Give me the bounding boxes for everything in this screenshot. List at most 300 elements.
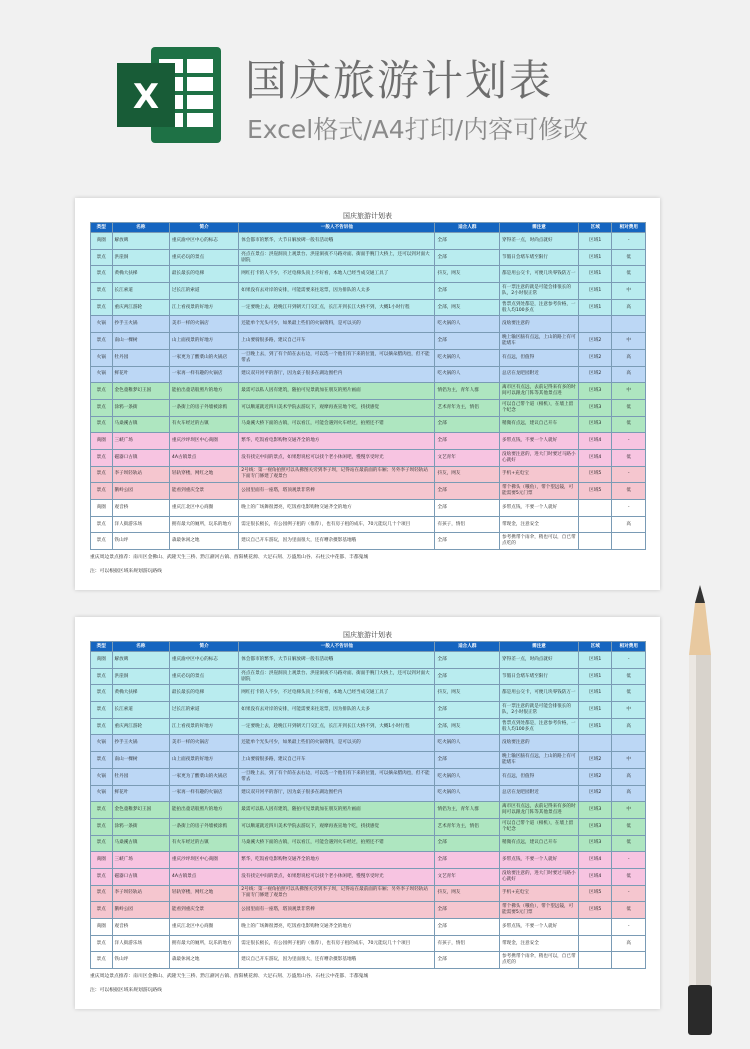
cell-type: 商圈 bbox=[91, 433, 113, 450]
cell-cost: 低 bbox=[612, 266, 646, 283]
route-note: 注：可以根据区域来规划游玩路线 bbox=[90, 569, 162, 574]
nearby-recommend-note: 重庆周边景点推荐：南川区金佛山、武隆天生三桥、黔江濯河古镇、酉阳桃花源、大足石刻、万盛黑山谷、石柱云中花都、丰都鬼城 bbox=[90, 974, 369, 979]
cell-intro: 重庆江北区中心商圈 bbox=[169, 500, 238, 517]
cell-intro: 轻轨穿楼，网红之地 bbox=[169, 885, 238, 902]
cell-crowd: 全部 bbox=[435, 249, 500, 266]
cell-note: 带现金，注意安全 bbox=[500, 516, 579, 533]
cell-cost: 低 bbox=[612, 483, 646, 500]
table-row bbox=[91, 718, 646, 735]
cell-area: 区域5 bbox=[578, 483, 611, 500]
cell-area: 区域1 bbox=[578, 652, 611, 669]
cell-type: 景点 bbox=[91, 952, 113, 969]
cell-area: 区域5 bbox=[578, 885, 611, 902]
cell-type: 景点 bbox=[91, 483, 113, 500]
cell-type: 景点 bbox=[91, 399, 113, 416]
cell-area: 区域1 bbox=[578, 685, 611, 702]
cell-name: 李子坝轻轨站 bbox=[112, 885, 169, 902]
cell-cost: - bbox=[612, 433, 646, 450]
cell-tip: 公园里面有一座塔，塔顶观景非常棒 bbox=[239, 483, 435, 500]
cell-name: 磁器口古镇 bbox=[112, 449, 169, 466]
cell-note: 总店在龙吧园附近 bbox=[500, 366, 579, 383]
cell-note: 晚上输区脑有点远，上山的路上有可能堵车 bbox=[500, 333, 579, 350]
cell-crowd: 情侣为主，青年人群 bbox=[435, 383, 500, 400]
cell-tip: 2号线：第一视角拍照可以从佛图关旁到李子坝，记得站在最前面的车厢；另外李子坝轻轨站下面专门修建了观景台 bbox=[239, 885, 435, 902]
cell-crowd: 全部 bbox=[435, 752, 500, 769]
column-header: 名称 bbox=[112, 223, 169, 233]
cell-note: 多带点钱，不要一个人就好 bbox=[500, 433, 579, 450]
cell-crowd: 文艺青年 bbox=[435, 449, 500, 466]
page-title: 国庆旅游计划表 bbox=[245, 56, 554, 105]
cell-type: 火锅 bbox=[91, 735, 113, 752]
cell-intro: 一家再一样有趣的火锅店 bbox=[169, 785, 238, 802]
column-header: 需注意 bbox=[500, 642, 579, 652]
cell-intro: 山上面夜景的好地方 bbox=[169, 752, 238, 769]
cell-cost bbox=[612, 533, 646, 550]
cell-area: 区域2 bbox=[578, 785, 611, 802]
cell-type: 火锅 bbox=[91, 316, 113, 333]
cell-name: 南山一棵树 bbox=[112, 333, 169, 350]
cell-crowd: 吃火锅的人 bbox=[435, 785, 500, 802]
cell-note: 都是用公交卡，可便几块零钱防万一 bbox=[500, 266, 579, 283]
cell-type: 景点 bbox=[91, 283, 113, 300]
table-row bbox=[91, 266, 646, 283]
cell-area: 区域5 bbox=[578, 466, 611, 483]
cell-note: 有一票注意的就是可能会排很长的队，2小时很正常 bbox=[500, 283, 579, 300]
cell-name: 黄桷大扶梯 bbox=[112, 266, 169, 283]
cell-tip: 体会都市的繁华，大节日解放碑一般有活动哦 bbox=[239, 652, 435, 669]
cell-tip: 建议自己开车游玩，因为里面很大，还有嘈杂摄影基地哦 bbox=[239, 533, 435, 550]
cell-area: 区域4 bbox=[578, 852, 611, 869]
cell-crowd: 全部 bbox=[435, 835, 500, 852]
cell-tip: 还能单个光头可少，如果最上些们的火锅资料，是可以买的 bbox=[239, 316, 435, 333]
cell-cost: 低 bbox=[612, 685, 646, 702]
cell-cost: - bbox=[612, 919, 646, 936]
cell-area: 区域3 bbox=[578, 802, 611, 819]
cell-note: 有一票注意的就是可能会排很长的队，2小时很正常 bbox=[500, 702, 579, 719]
cell-area: 区域3 bbox=[578, 383, 611, 400]
cell-name: 涂鸦一条街 bbox=[112, 818, 169, 835]
table-row bbox=[91, 500, 646, 517]
cell-name: 长江索道 bbox=[112, 702, 169, 719]
cell-type: 景点 bbox=[91, 533, 113, 550]
cell-cost: 高 bbox=[612, 785, 646, 802]
cell-area: 区域1 bbox=[578, 299, 611, 316]
cell-intro: 能看到重庆全景 bbox=[169, 902, 238, 919]
cell-name: 磁器口古镇 bbox=[112, 868, 169, 885]
cell-intro: 最长最长的电梯 bbox=[169, 685, 238, 702]
cell-cost: 中 bbox=[612, 752, 646, 769]
pencil-icon bbox=[683, 585, 717, 1035]
table-row bbox=[91, 283, 646, 300]
cell-area: 区域1 bbox=[578, 266, 611, 283]
cell-name: 鹅岭公园 bbox=[112, 483, 169, 500]
cell-cost: 中 bbox=[612, 383, 646, 400]
cell-name: 铁山坪 bbox=[112, 952, 169, 969]
cell-area: 区域2 bbox=[578, 349, 611, 366]
column-header: 名称 bbox=[112, 642, 169, 652]
cell-cost: 低 bbox=[612, 416, 646, 433]
cell-cost: 高 bbox=[612, 718, 646, 735]
column-header: 相对费用 bbox=[612, 223, 646, 233]
cell-area bbox=[578, 935, 611, 952]
cell-crowd: 全部 bbox=[435, 233, 500, 250]
column-header: 简介 bbox=[169, 642, 238, 652]
cell-type: 景点 bbox=[91, 935, 113, 952]
cell-name: 洪崖洞 bbox=[112, 249, 169, 266]
cell-tip: 繁华，吃饭看电影购物交通齐全的地方 bbox=[239, 852, 435, 869]
cell-area bbox=[578, 533, 611, 550]
cell-note: 没啥要注意的 bbox=[500, 735, 579, 752]
table-row bbox=[91, 735, 646, 752]
cell-area: 区域4 bbox=[578, 433, 611, 450]
cell-type: 景点 bbox=[91, 299, 113, 316]
cell-tip: 公园里面有一座塔，塔顶观景非常棒 bbox=[239, 902, 435, 919]
cell-crowd: 全部 bbox=[435, 652, 500, 669]
cell-intro: 4A古镇景点 bbox=[169, 868, 238, 885]
cell-area bbox=[578, 316, 611, 333]
table-row bbox=[91, 399, 646, 416]
cell-crowd: 全部 bbox=[435, 668, 500, 685]
cell-crowd: 全部 bbox=[435, 500, 500, 517]
cell-note: 售票点到处都是，注意参考价格，一般人均100多点 bbox=[500, 718, 579, 735]
cell-note: 参考携带个雨伞，稍也可以，自已带点吃的 bbox=[500, 952, 579, 969]
cell-intro: 拥有最大的厕所，玩乐的地方 bbox=[169, 935, 238, 952]
cell-tip: 一定要晚上去，趁晚江开到朝天门交汇点，长江开到长江大桥不到，大概1小时行程 bbox=[239, 718, 435, 735]
column-header: 区域 bbox=[578, 223, 611, 233]
table-row bbox=[91, 366, 646, 383]
column-header: 简介 bbox=[169, 223, 238, 233]
cell-cost: 中 bbox=[612, 333, 646, 350]
cell-intro: 一家再一样有趣的火锅店 bbox=[169, 366, 238, 383]
cell-area: 区域5 bbox=[578, 902, 611, 919]
column-header: 适合人群 bbox=[435, 223, 500, 233]
cell-area: 区域4 bbox=[578, 449, 611, 466]
cell-type: 商圈 bbox=[91, 652, 113, 669]
cell-name: 三峡广场 bbox=[112, 433, 169, 450]
cell-crowd: 全部，网友 bbox=[435, 299, 500, 316]
cell-cost: 高 bbox=[612, 768, 646, 785]
cell-tip: 最需可以私人因有建筑，随拍可见景就加在朋友的照片画面 bbox=[239, 383, 435, 400]
cell-cost: 低 bbox=[612, 449, 646, 466]
cell-name: 解放碑 bbox=[112, 233, 169, 250]
cell-name: 抄手王火锅 bbox=[112, 316, 169, 333]
cell-area bbox=[578, 952, 611, 969]
table-row bbox=[91, 299, 646, 316]
cell-intro: 一条街上的房子外墙被涂鸦 bbox=[169, 399, 238, 416]
cell-crowd: 抖友，网友 bbox=[435, 466, 500, 483]
cell-area: 区域3 bbox=[578, 399, 611, 416]
cell-intro: 一家更为了酸菜山的火锅店 bbox=[169, 768, 238, 785]
table-row bbox=[91, 449, 646, 466]
cell-crowd: 全部 bbox=[435, 702, 500, 719]
cell-note: 手机+充电宝 bbox=[500, 466, 579, 483]
cell-area bbox=[578, 735, 611, 752]
cell-crowd: 全部 bbox=[435, 533, 500, 550]
cell-name: 黄桷大扶梯 bbox=[112, 685, 169, 702]
cell-area: 区域1 bbox=[578, 702, 611, 719]
cell-intro: 4A古镇景点 bbox=[169, 449, 238, 466]
cell-tip: 没有找完中间的景点，如果想说松可以找个老小休闲吧，慢慢享受时光 bbox=[239, 449, 435, 466]
cell-crowd: 全部 bbox=[435, 902, 500, 919]
cell-type: 商圈 bbox=[91, 500, 113, 517]
cell-cost: - bbox=[612, 885, 646, 902]
cell-name: 铁山坪 bbox=[112, 533, 169, 550]
cell-tip: 建议双开河平的客厅，因为桌子很多在湖边围栏内 bbox=[239, 366, 435, 383]
cell-area: 区域2 bbox=[578, 333, 611, 350]
cell-type: 景点 bbox=[91, 718, 113, 735]
cell-name: 长江索道 bbox=[112, 283, 169, 300]
cell-intro: 一家更为了酸菜山的火锅店 bbox=[169, 349, 238, 366]
cell-intro: 过长江的索道 bbox=[169, 283, 238, 300]
cell-intro: 能看到重庆全景 bbox=[169, 483, 238, 500]
cell-name: 李子坝轻轨站 bbox=[112, 466, 169, 483]
cell-cost: 低 bbox=[612, 868, 646, 885]
cell-area: 区域3 bbox=[578, 818, 611, 835]
cell-area bbox=[578, 500, 611, 517]
cell-crowd: 全部 bbox=[435, 483, 500, 500]
table-row bbox=[91, 768, 646, 785]
cell-note: 带个佛头（哦鱼），带个望远镜，可能需要5元门票 bbox=[500, 483, 579, 500]
column-header: 相对费用 bbox=[612, 642, 646, 652]
cell-cost: 高 bbox=[612, 299, 646, 316]
cell-type: 景点 bbox=[91, 668, 113, 685]
cell-crowd: 有孩子，情侣 bbox=[435, 516, 500, 533]
cell-cost: - bbox=[612, 500, 646, 517]
cell-type: 景点 bbox=[91, 516, 113, 533]
cell-note: 节假日会堵车堵至限行 bbox=[500, 668, 579, 685]
table-row bbox=[91, 249, 646, 266]
cell-note: 有点远，但值得 bbox=[500, 768, 579, 785]
cell-tip: 建议双开河平的客厅，因为桌子很多在湖边围栏内 bbox=[239, 785, 435, 802]
cell-intro: 重庆沙坪坝区中心商圈 bbox=[169, 433, 238, 450]
cell-cost: - bbox=[612, 233, 646, 250]
cell-intro: 拥有最大的厕所，玩乐的地方 bbox=[169, 516, 238, 533]
cell-type: 火锅 bbox=[91, 768, 113, 785]
cell-type: 火锅 bbox=[91, 366, 113, 383]
cell-intro: 最长最长的电梯 bbox=[169, 266, 238, 283]
table-row bbox=[91, 935, 646, 952]
table-row bbox=[91, 533, 646, 550]
cell-cost: 低 bbox=[612, 668, 646, 685]
cell-crowd: 全部 bbox=[435, 852, 500, 869]
cell-name: 牡丹园 bbox=[112, 768, 169, 785]
cell-name: 重庆两江游轮 bbox=[112, 718, 169, 735]
cell-tip: 如果没有去对岸的安排，可能需要来往返票，因为排队的人太多 bbox=[239, 283, 435, 300]
cell-cost bbox=[612, 735, 646, 752]
cell-crowd: 抖友，网友 bbox=[435, 685, 500, 702]
cell-name: 南山一棵树 bbox=[112, 752, 169, 769]
cell-intro: 森最休闲之地 bbox=[169, 533, 238, 550]
cell-cost: 高 bbox=[612, 935, 646, 952]
cell-tip: 一旦晚上去，到了有个荫在去右边，可以选一个他们有下来的位置，可以摘朵腊肉也，但不能带去 bbox=[239, 349, 435, 366]
table-row bbox=[91, 818, 646, 835]
cell-type: 景点 bbox=[91, 802, 113, 819]
cell-type: 景点 bbox=[91, 685, 113, 702]
table-row bbox=[91, 685, 646, 702]
cell-name: 金色童稚梦幻王国 bbox=[112, 802, 169, 819]
cell-type: 景点 bbox=[91, 868, 113, 885]
cell-note: 晚上输区脑有点远，上山的路上有可能堵车 bbox=[500, 752, 579, 769]
sheet-title: 国庆旅游计划表 bbox=[343, 212, 392, 220]
table-row bbox=[91, 466, 646, 483]
cell-note: 有点远，但值得 bbox=[500, 349, 579, 366]
cell-intro: 重庆沙坪坝区中心商圈 bbox=[169, 852, 238, 869]
cell-tip: 一旦晚上去，到了有个荫在去右边，可以选一个他们有下来的位置，可以摘朵腊肉也，但不能带去 bbox=[239, 768, 435, 785]
cell-crowd: 抖友，网友 bbox=[435, 266, 500, 283]
cell-tip: 亮点在景点：洪崖洞顶上观景台、洪崖洞夜不马路对面、街面手腕门大桥上，还可以到对面大剧院 bbox=[239, 249, 435, 266]
cell-area bbox=[578, 919, 611, 936]
cell-type: 景点 bbox=[91, 752, 113, 769]
cell-tip: 最需可以私人因有建筑，随拍可见景就加在朋友的照片画面 bbox=[239, 802, 435, 819]
plan-table bbox=[90, 641, 646, 969]
cell-note: 都是用公交卡，可便几块零钱防万一 bbox=[500, 685, 579, 702]
cell-crowd: 吃火锅的人 bbox=[435, 735, 500, 752]
table-row bbox=[91, 702, 646, 719]
cell-tip: 上山要骑很多路，建议自己开车 bbox=[239, 752, 435, 769]
cell-note: 节假日会堵车堵至限行 bbox=[500, 249, 579, 266]
cell-intro: 山上面夜景的好地方 bbox=[169, 333, 238, 350]
cell-name: 抄手王火锅 bbox=[112, 735, 169, 752]
table-row bbox=[91, 383, 646, 400]
cell-crowd: 文艺青年 bbox=[435, 868, 500, 885]
cell-cost: 低 bbox=[612, 399, 646, 416]
cell-intro: 森最休闲之地 bbox=[169, 952, 238, 969]
column-header: 一般人不告诉他 bbox=[239, 642, 435, 652]
cell-intro: 有火车经过的古镇 bbox=[169, 416, 238, 433]
cell-intro: 江上看夜景的好地方 bbox=[169, 718, 238, 735]
cell-cost bbox=[612, 316, 646, 333]
cell-crowd: 全部 bbox=[435, 416, 500, 433]
plan-table bbox=[90, 222, 646, 550]
cell-crowd: 艺术青年为主，情侣 bbox=[435, 399, 500, 416]
cell-note: 没啥要注意的，进大门时要过马路小心就好 bbox=[500, 449, 579, 466]
table-row bbox=[91, 885, 646, 902]
cell-crowd: 全部 bbox=[435, 952, 500, 969]
cell-note: 穿得差一点，时尚点就好 bbox=[500, 233, 579, 250]
cell-intro: 能拍出童话般照片的地方 bbox=[169, 383, 238, 400]
table-row bbox=[91, 516, 646, 533]
cell-intro: 美市一样的火锅店 bbox=[169, 316, 238, 333]
cell-tip: 体会都市的繁华，大节日解放碑一般有活动哦 bbox=[239, 233, 435, 250]
cell-type: 景点 bbox=[91, 266, 113, 283]
column-header: 适合人群 bbox=[435, 642, 500, 652]
cell-cost: - bbox=[612, 466, 646, 483]
cell-name: 解放碑 bbox=[112, 652, 169, 669]
cell-tip: 可以顺道就近四川美术学院去游玩下，观摩再查宣地个吃，找找感觉 bbox=[239, 818, 435, 835]
cell-intro: 有火车经过的古镇 bbox=[169, 835, 238, 852]
cell-tip: 2号线：第一视角拍照可以从佛图关旁到李子坝，记得站在最前面的车厢；另外李子坝轻轨站下面专门修建了观景台 bbox=[239, 466, 435, 483]
cell-name: 洋人街游乐场 bbox=[112, 516, 169, 533]
cell-tip: 还能单个光头可少，如果最上些们的火锅资料，是可以买的 bbox=[239, 735, 435, 752]
cell-area: 区域4 bbox=[578, 868, 611, 885]
cell-name: 鲜花叶 bbox=[112, 785, 169, 802]
cell-tip: 没有找完中间的景点，如果想说松可以找个老小休闲吧，慢慢享受时光 bbox=[239, 868, 435, 885]
table-row bbox=[91, 919, 646, 936]
cell-area: 区域1 bbox=[578, 668, 611, 685]
cell-name: 牡丹园 bbox=[112, 349, 169, 366]
table-row bbox=[91, 416, 646, 433]
cell-crowd: 全部 bbox=[435, 919, 500, 936]
table-row bbox=[91, 852, 646, 869]
cell-name: 重庆两江游轮 bbox=[112, 299, 169, 316]
cell-name: 观音桥 bbox=[112, 919, 169, 936]
cell-cost: 中 bbox=[612, 802, 646, 819]
column-header: 类型 bbox=[91, 642, 113, 652]
table-row bbox=[91, 233, 646, 250]
table-row bbox=[91, 802, 646, 819]
cell-tip: 马桑溪大桥下面的古镇，可以看江，可能会遇到火车经过，拍照还不错 bbox=[239, 835, 435, 852]
cell-type: 景点 bbox=[91, 835, 113, 852]
cell-note: 总店在龙吧园附近 bbox=[500, 785, 579, 802]
column-header: 需注意 bbox=[500, 223, 579, 233]
table-row bbox=[91, 483, 646, 500]
cell-tip: 亮点在景点：洪崖洞顶上观景台、洪崖洞夜不马路对面、街面手腕门大桥上，还可以到对面大剧院 bbox=[239, 668, 435, 685]
nearby-recommend-note: 重庆周边景点推荐：南川区金佛山、武隆天生三桥、黔江濯河古镇、酉阳桃花源、大足石刻、万盛黑山谷、石柱云中花都、丰都鬼城 bbox=[90, 555, 369, 560]
column-header: 一般人不告诉他 bbox=[239, 223, 435, 233]
cell-crowd: 全部 bbox=[435, 433, 500, 450]
cell-intro: 重庆江北区中心商圈 bbox=[169, 919, 238, 936]
cell-area: 区域1 bbox=[578, 283, 611, 300]
table-row bbox=[91, 902, 646, 919]
cell-crowd: 情侣为主，青年人群 bbox=[435, 802, 500, 819]
cell-type: 火锅 bbox=[91, 785, 113, 802]
cell-type: 景点 bbox=[91, 902, 113, 919]
cell-cost bbox=[612, 952, 646, 969]
cell-type: 景点 bbox=[91, 416, 113, 433]
cell-note: 稍微有点远，建议自己开车 bbox=[500, 416, 579, 433]
cell-type: 商圈 bbox=[91, 852, 113, 869]
cell-cost: 中 bbox=[612, 283, 646, 300]
cell-crowd: 全部 bbox=[435, 333, 500, 350]
cell-intro: 能拍出童话般照片的地方 bbox=[169, 802, 238, 819]
cell-cost: 低 bbox=[612, 902, 646, 919]
cell-tip: 上山要骑很多路，建议自己开车 bbox=[239, 333, 435, 350]
cell-cost: 低 bbox=[612, 818, 646, 835]
cell-name: 涂鸦一条街 bbox=[112, 399, 169, 416]
cell-cost: 低 bbox=[612, 249, 646, 266]
cell-type: 商圈 bbox=[91, 919, 113, 936]
cell-name: 鹅岭公园 bbox=[112, 902, 169, 919]
cell-crowd: 吃火锅的人 bbox=[435, 366, 500, 383]
cell-cost: - bbox=[612, 652, 646, 669]
cell-tip: 马桑溪大桥下面的古镇，可以看江，可能会遇到火车经过，拍照还不错 bbox=[239, 416, 435, 433]
cell-note: 多带点钱，不要一个人就好 bbox=[500, 852, 579, 869]
svg-text:X: X bbox=[132, 77, 160, 117]
cell-tip: 网红打卡的人不少，不过电梯头顶上不好看，本地人已经当成交通工具了 bbox=[239, 266, 435, 283]
cell-area: 区域3 bbox=[578, 835, 611, 852]
cell-type: 景点 bbox=[91, 383, 113, 400]
cell-tip: 可以顺道就近四川美术学院去游玩下，观摩再查宣地个吃，找找感觉 bbox=[239, 399, 435, 416]
sheet-preview-2 bbox=[75, 617, 660, 1009]
cell-crowd: 吃火锅的人 bbox=[435, 768, 500, 785]
table-row bbox=[91, 652, 646, 669]
cell-intro: 重庆必玩的景点 bbox=[169, 249, 238, 266]
cell-area: 区域2 bbox=[578, 366, 611, 383]
cell-type: 景点 bbox=[91, 885, 113, 902]
cell-note: 穿得差一点，时尚点就好 bbox=[500, 652, 579, 669]
cell-type: 火锅 bbox=[91, 349, 113, 366]
table-row bbox=[91, 349, 646, 366]
cell-tip: 网红打卡的人不少，不过电梯头顶上不好看，本地人已经当成交通工具了 bbox=[239, 685, 435, 702]
cell-area: 区域2 bbox=[578, 768, 611, 785]
cell-crowd: 全部，网友 bbox=[435, 718, 500, 735]
cell-type: 景点 bbox=[91, 818, 113, 835]
cell-cost: 高 bbox=[612, 516, 646, 533]
cell-tip: 如果没有去对岸的安排，可能需要来往返票，因为排队的人太多 bbox=[239, 702, 435, 719]
table-row bbox=[91, 752, 646, 769]
table-row bbox=[91, 785, 646, 802]
cell-type: 景点 bbox=[91, 249, 113, 266]
